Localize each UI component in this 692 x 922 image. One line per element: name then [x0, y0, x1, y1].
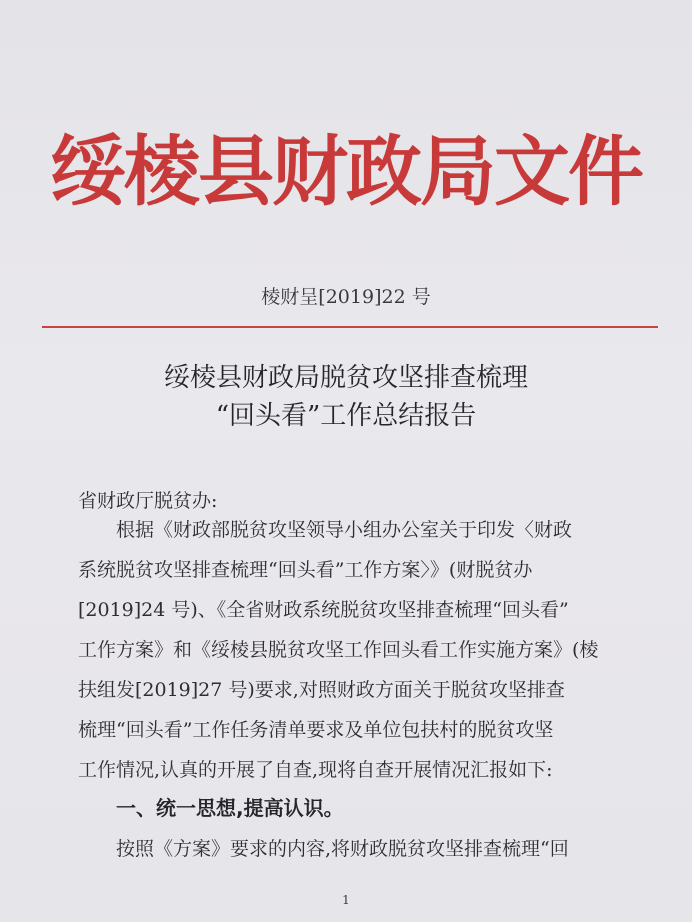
- body-line-6: 梳理“回头看”工作任务清单要求及单位包扶村的脱贫攻坚: [78, 719, 554, 741]
- body-line-3: [2019]24 号)、《全省财政系统脱贫攻坚排查梳理“回头看”: [78, 599, 569, 621]
- red-header-title: 绥棱县财政局文件: [50, 127, 642, 216]
- section-body-line-1: 按照《方案》要求的内容,将财政脱贫攻坚排查梳理“回: [116, 838, 569, 860]
- section-heading-1: 一、统一思想,提高认识。: [116, 796, 344, 820]
- document-title-line-2: “回头看”工作总结报告: [215, 401, 477, 431]
- red-divider-line: [42, 326, 658, 328]
- body-line-7: 工作情况,认真的开展了自查,现将自查开展情况汇报如下:: [78, 759, 553, 781]
- body-line-1: 根据《财政部脱贫攻坚领导小组办公室关于印发〈财政: [116, 519, 573, 541]
- body-line-5: 扶组发[2019]27 号)要求,对照财政方面关于脱贫攻坚排查: [78, 679, 565, 701]
- document-number: 棱财呈[2019]22 号: [261, 286, 431, 308]
- body-line-4: 工作方案》和《绥棱县脱贫攻坚工作回头看工作实施方案》(棱: [78, 639, 599, 661]
- page-number: 1: [342, 893, 350, 907]
- document-title-line-1: 绥棱县财政局脱贫攻坚排查梳理: [163, 363, 528, 393]
- addressee: 省财政厅脱贫办:: [78, 490, 218, 512]
- body-line-2: 系统脱贫攻坚排查梳理“回头看”工作方案〉》(财脱贫办: [78, 559, 533, 581]
